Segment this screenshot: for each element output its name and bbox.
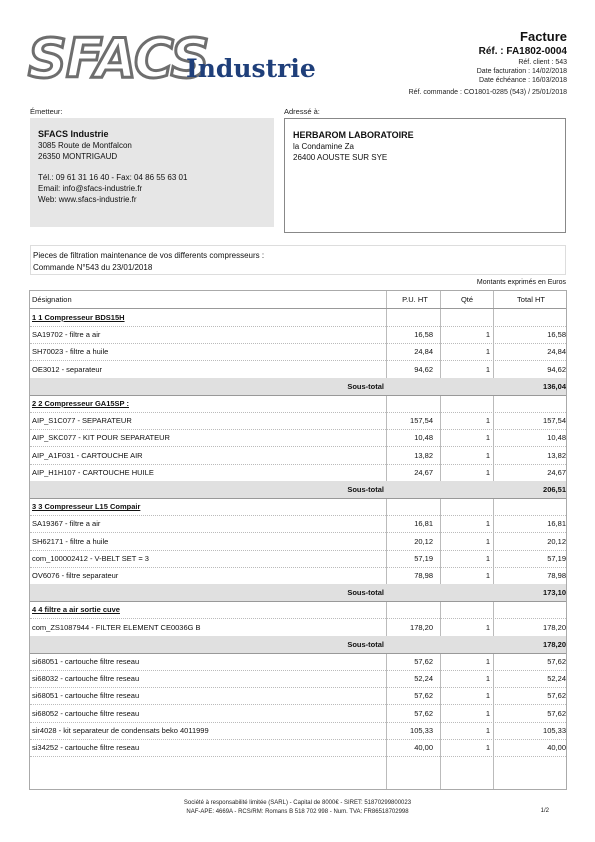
table-header: [30, 291, 566, 309]
item-total: 52,24: [547, 674, 566, 684]
col-total: Total HT: [517, 295, 545, 304]
subtotal-row: [30, 636, 566, 654]
footer-line: NAF-APE: 4669A - RCS/RM: Romans B 518 702 998 - Num. TVA: FR86518702998: [186, 809, 409, 815]
item-total: 10,48: [547, 433, 566, 443]
item-unit-price: 13,82: [414, 450, 433, 460]
table-row: [30, 722, 566, 740]
subtotal-label: Sous-total: [347, 639, 384, 649]
item-unit-price: 16,81: [414, 519, 433, 529]
table-row: [30, 464, 566, 482]
item-quantity: 1: [485, 467, 490, 477]
item-quantity: 1: [485, 347, 490, 357]
item-unit-price: 24,84: [414, 347, 433, 357]
item-quantity: 1: [485, 450, 490, 460]
table-row: [30, 533, 566, 551]
item-designation: si68052 - cartouche filtre reseau: [32, 708, 140, 718]
section-cell: [32, 309, 382, 326]
footer-line: Société à responsabilité limitée (SARL) - Capital de 8000€ - SIRET: 51870299800023: [183, 800, 412, 806]
table-row: [30, 567, 566, 585]
item-quantity: 1: [485, 622, 490, 632]
table-row: [30, 705, 566, 723]
item-unit-price: 57,62: [414, 657, 433, 666]
subtotal-value: 173,10: [543, 588, 566, 598]
section-title: 2 2 Compresseur GA15SP :: [32, 399, 129, 408]
item-quantity: 1: [485, 725, 490, 735]
item-total: 57,62: [547, 691, 566, 701]
section-title: 4 4 filtre a air sortie cuve: [32, 605, 120, 615]
intro-order: Commande N°543 du 23/01/2018: [33, 263, 153, 272]
col-designation: Désignation: [32, 295, 72, 304]
intro-line: Pieces de filtration maintenance de vos differents compresseurs :: [33, 251, 265, 260]
subtotal-label: Sous-total: [347, 381, 384, 391]
item-quantity: 1: [485, 553, 490, 563]
item-designation: si34252 - cartouche filtre reseau: [32, 743, 140, 752]
item-quantity: 1: [485, 691, 490, 701]
section-cell: [32, 498, 382, 515]
item-quantity: 1: [485, 657, 490, 666]
item-quantity: 1: [485, 708, 490, 718]
invoice-table: [29, 290, 567, 790]
subtotal-label: Sous-total: [347, 485, 384, 494]
item-designation: AIP_SKC077 - KIT POUR SEPARATEUR: [32, 433, 170, 443]
item-designation: AIP_A1F031 - CARTOUCHE AIR: [32, 450, 143, 460]
table-row: [30, 361, 566, 379]
table-row: [30, 670, 566, 688]
item-designation: si68032 - cartouche filtre reseau: [32, 674, 140, 684]
table-row: [30, 619, 566, 637]
invoice-date: Date facturation : 14/02/2018: [476, 68, 567, 75]
item-designation: SA19702 - filtre a air: [32, 330, 101, 340]
item-unit-price: 57,62: [414, 691, 433, 701]
section-cell: [32, 601, 382, 618]
item-quantity: 1: [485, 433, 490, 443]
invoice-title: Facture: [520, 29, 567, 44]
destinataire-city: 26400 AOUSTE SUR SYE: [293, 153, 388, 162]
item-quantity: 1: [485, 536, 490, 546]
subtotal-row: [30, 378, 566, 396]
item-quantity: 1: [485, 674, 490, 684]
item-quantity: 1: [485, 416, 490, 426]
item-total: 78,98: [547, 571, 566, 580]
section-row: [30, 601, 566, 619]
section-title: 3 3 Compresseur L15 Compair: [32, 502, 141, 512]
item-unit-price: 105,33: [410, 725, 433, 735]
item-quantity: 1: [485, 330, 490, 340]
item-total: 24,67: [547, 467, 566, 477]
item-total: 105,33: [543, 725, 566, 735]
item-unit-price: 52,24: [414, 674, 433, 684]
table-row: [30, 429, 566, 447]
item-designation: si68051 - cartouche filtre reseau: [32, 657, 140, 666]
table-row: [30, 447, 566, 465]
item-quantity: 1: [485, 571, 490, 580]
subtotal-value: 206,51: [543, 485, 566, 494]
item-total: 157,54: [543, 416, 566, 426]
item-total: 57,19: [547, 553, 566, 563]
table-row: [30, 653, 566, 671]
table-row: [30, 687, 566, 705]
item-total: 16,58: [547, 330, 566, 340]
table-row: [30, 515, 566, 533]
item-total: 24,84: [547, 347, 566, 357]
item-quantity: 1: [485, 743, 490, 752]
col-pu: P.U. HT: [402, 295, 428, 304]
section-title: 1 1 Compresseur BDS15H: [32, 313, 125, 322]
item-unit-price: 78,98: [414, 571, 433, 580]
item-total: 20,12: [547, 536, 566, 546]
item-unit-price: 157,54: [410, 416, 433, 426]
item-unit-price: 40,00: [414, 743, 433, 752]
currency-note: Montants exprimés en Euros: [476, 279, 566, 286]
item-total: 40,00: [547, 743, 566, 752]
page-number: 1/2: [540, 808, 549, 814]
table-row: [30, 326, 566, 344]
item-designation: OV6076 - filtre separateur: [32, 571, 119, 580]
table-row: [30, 412, 566, 430]
item-total: 94,62: [547, 364, 566, 374]
subtotal-row: [30, 481, 566, 499]
table-row: [30, 343, 566, 361]
section-cell: [32, 395, 382, 412]
destinataire-box: [284, 118, 566, 233]
company-logo: [28, 27, 318, 90]
item-total: 13,82: [547, 450, 566, 460]
item-unit-price: 24,67: [414, 467, 433, 477]
emetteur-name: SFACS Industrie: [38, 129, 109, 139]
logo-word: Industrie: [186, 54, 316, 83]
emetteur-box: [30, 118, 274, 227]
logo-mark: SFACS: [28, 27, 209, 90]
emetteur-web: Web: www.sfacs-industrie.fr: [38, 195, 137, 204]
item-designation: OE3012 - separateur: [32, 364, 103, 374]
item-unit-price: 94,62: [414, 364, 433, 374]
section-row: [30, 309, 566, 327]
item-total: 57,62: [547, 657, 566, 666]
legal-footer: [0, 799, 595, 817]
client-ref: Réf. client : 543: [518, 59, 567, 66]
item-total: 16,81: [547, 519, 566, 529]
col-qte: Qté: [460, 295, 474, 304]
destinataire-label: Adressé à:: [284, 107, 320, 116]
item-unit-price: 20,12: [414, 536, 433, 546]
item-unit-price: 57,19: [414, 553, 433, 563]
invoice-intro: [30, 245, 566, 275]
item-designation: SA19367 - filtre a air: [32, 519, 101, 529]
invoice-header: [409, 29, 567, 97]
emetteur-label: Émetteur:: [30, 107, 63, 116]
item-unit-price: 57,62: [414, 708, 433, 718]
subtotal-value: 178,20: [543, 639, 566, 649]
subtotal-value: 136,04: [543, 381, 566, 391]
item-quantity: 1: [485, 519, 490, 529]
item-designation: SH62171 - filtre a huile: [32, 536, 109, 546]
section-row: [30, 395, 566, 413]
emetteur-city: 26350 MONTRIGAUD: [38, 152, 118, 161]
item-designation: AIP_H1H107 - CARTOUCHE HUILE: [32, 467, 154, 477]
emetteur-email: Email: info@sfacs-industrie.fr: [38, 184, 143, 193]
item-designation: AIP_S1C077 - SEPARATEUR: [32, 416, 132, 426]
item-unit-price: 16,58: [414, 330, 433, 340]
table-row: [30, 550, 566, 568]
item-total: 178,20: [543, 622, 566, 632]
item-designation: sir4028 - kit separateur de condensats beko 4011999: [32, 725, 209, 735]
item-unit-price: 178,20: [410, 622, 433, 632]
destinataire-name: HERBAROM LABORATOIRE: [293, 130, 414, 140]
table-row: [30, 739, 566, 757]
item-designation: si68051 - cartouche filtre reseau: [32, 691, 140, 701]
order-ref: Réf. commande : CO1801-0285 (543) / 25/01/2018: [408, 89, 567, 96]
subtotal-label: Sous-total: [347, 588, 384, 598]
subtotal-row: [30, 584, 566, 602]
item-designation: com_100002412 - V-BELT SET = 3: [32, 553, 149, 563]
emetteur-address-line: 3085 Route de Montfalcon: [38, 141, 132, 150]
item-designation: SH70023 - filtre a huile: [32, 347, 109, 357]
item-quantity: 1: [485, 364, 490, 374]
item-unit-price: 10,48: [414, 433, 433, 443]
item-designation: com_ZS1087944 - FILTER ELEMENT CE0036G B: [32, 622, 201, 632]
destinataire-address-line: la Condamine Za: [293, 142, 354, 151]
due-date: Date échéance : 16/03/2018: [479, 77, 567, 84]
section-row: [30, 498, 566, 516]
emetteur-phone: Tél.: 09 61 31 16 40 - Fax: 04 86 55 63 01: [38, 173, 188, 182]
invoice-ref: Réf. : FA1802-0004: [478, 46, 567, 57]
item-total: 57,62: [547, 708, 566, 718]
